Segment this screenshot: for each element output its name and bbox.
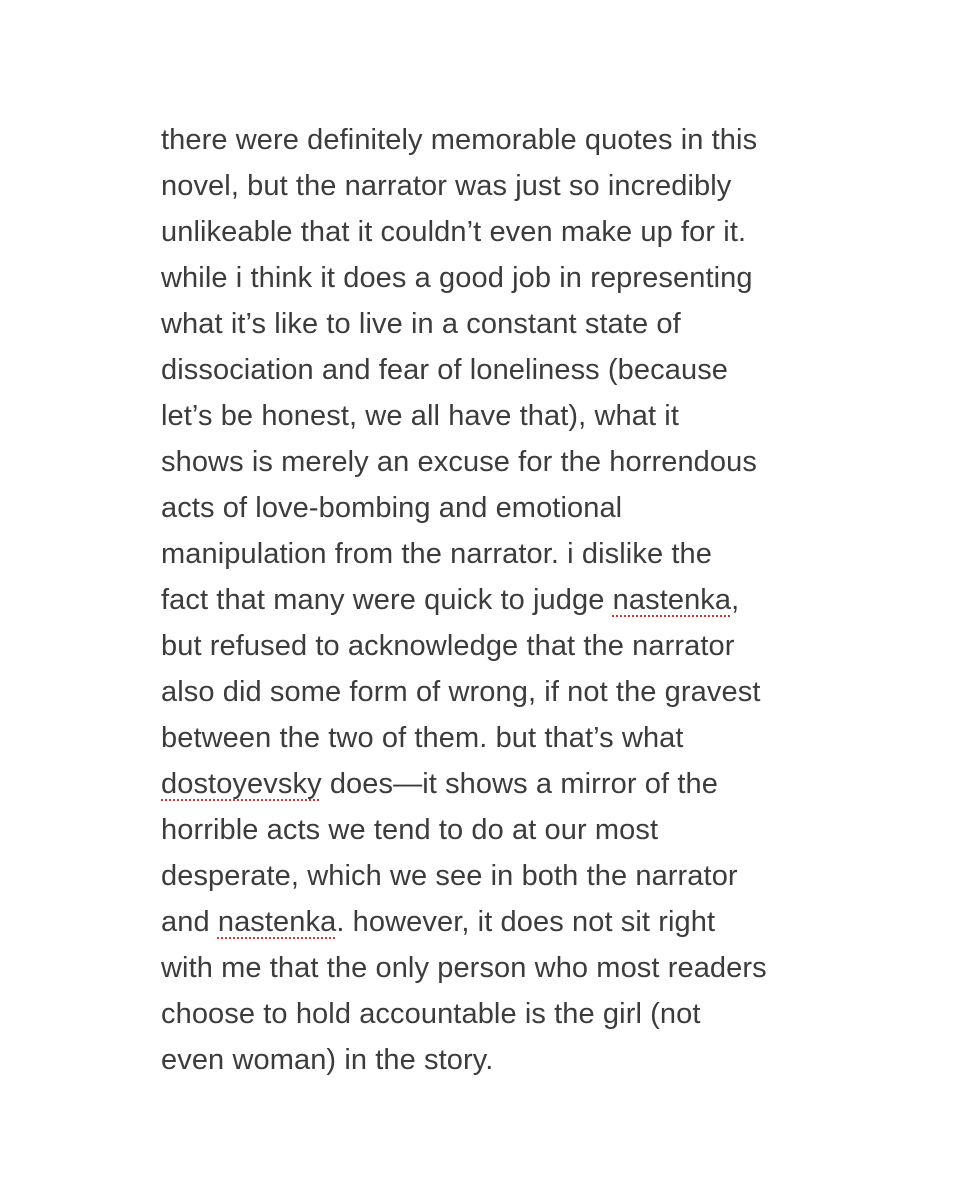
- text-line: [161, 807, 861, 853]
- text-segment: but refused to acknowledge that the narrator: [161, 630, 735, 662]
- review-text[interactable]: [161, 117, 861, 1083]
- text-line: [161, 761, 861, 807]
- text-line: [161, 991, 861, 1037]
- text-segment: and: [161, 906, 218, 938]
- text-line: [161, 209, 861, 255]
- text-segment: acts of love-bombing and emotional: [161, 492, 623, 524]
- text-segment: even woman) in the story.: [161, 1044, 494, 1076]
- text-segment: there were definitely memorable quotes in this: [161, 124, 758, 156]
- text-segment: manipulation from the narrator. i dislike the: [161, 538, 712, 570]
- text-segment: desperate, which we see in both the narrator: [161, 860, 738, 892]
- text-line: [161, 163, 861, 209]
- text-segment: . however, it does not sit right: [336, 906, 716, 938]
- text-line: [161, 853, 861, 899]
- spellcheck-flagged-word: nastenka: [217, 906, 337, 938]
- text-line: [161, 669, 861, 715]
- text-line: [161, 393, 861, 439]
- text-segment: does—it shows a mirror of the: [321, 768, 718, 800]
- text-line: [161, 577, 861, 623]
- text-line: [161, 255, 861, 301]
- text-segment: novel, but the narrator was just so incredibly: [161, 170, 732, 202]
- text-line: [161, 623, 861, 669]
- text-segment: dissociation and fear of loneliness (because: [161, 354, 729, 386]
- text-segment: let’s be honest, we all have that), what it: [161, 400, 680, 432]
- text-line: [161, 715, 861, 761]
- text-line: [161, 485, 861, 531]
- text-segment: unlikeable that it couldn’t even make up for it.: [161, 216, 747, 248]
- text-segment: fact that many were quick to judge: [161, 584, 613, 616]
- text-segment: while i think it does a good job in representing: [161, 262, 753, 294]
- text-segment: with me that the only person who most readers: [161, 952, 767, 984]
- text-segment: shows is merely an excuse for the horrendous: [161, 446, 757, 478]
- text-line: [161, 439, 861, 485]
- text-segment: ,: [731, 584, 740, 616]
- text-segment: choose to hold accountable is the girl (not: [161, 998, 701, 1030]
- spellcheck-flagged-word: nastenka: [612, 584, 732, 616]
- text-segment: between the two of them. but that’s what: [161, 722, 684, 754]
- text-line: [161, 531, 861, 577]
- text-line: [161, 117, 861, 163]
- spellcheck-flagged-word: dostoyevsky: [161, 768, 322, 800]
- text-line: [161, 301, 861, 347]
- text-segment: horrible acts we tend to do at our most: [161, 814, 659, 846]
- text-line: [161, 945, 861, 991]
- text-segment: what it’s like to live in a constant state of: [161, 308, 681, 340]
- text-segment: also did some form of wrong, if not the gravest: [161, 676, 761, 708]
- text-line: [161, 347, 861, 393]
- text-line: [161, 1037, 861, 1083]
- text-line: [161, 899, 861, 945]
